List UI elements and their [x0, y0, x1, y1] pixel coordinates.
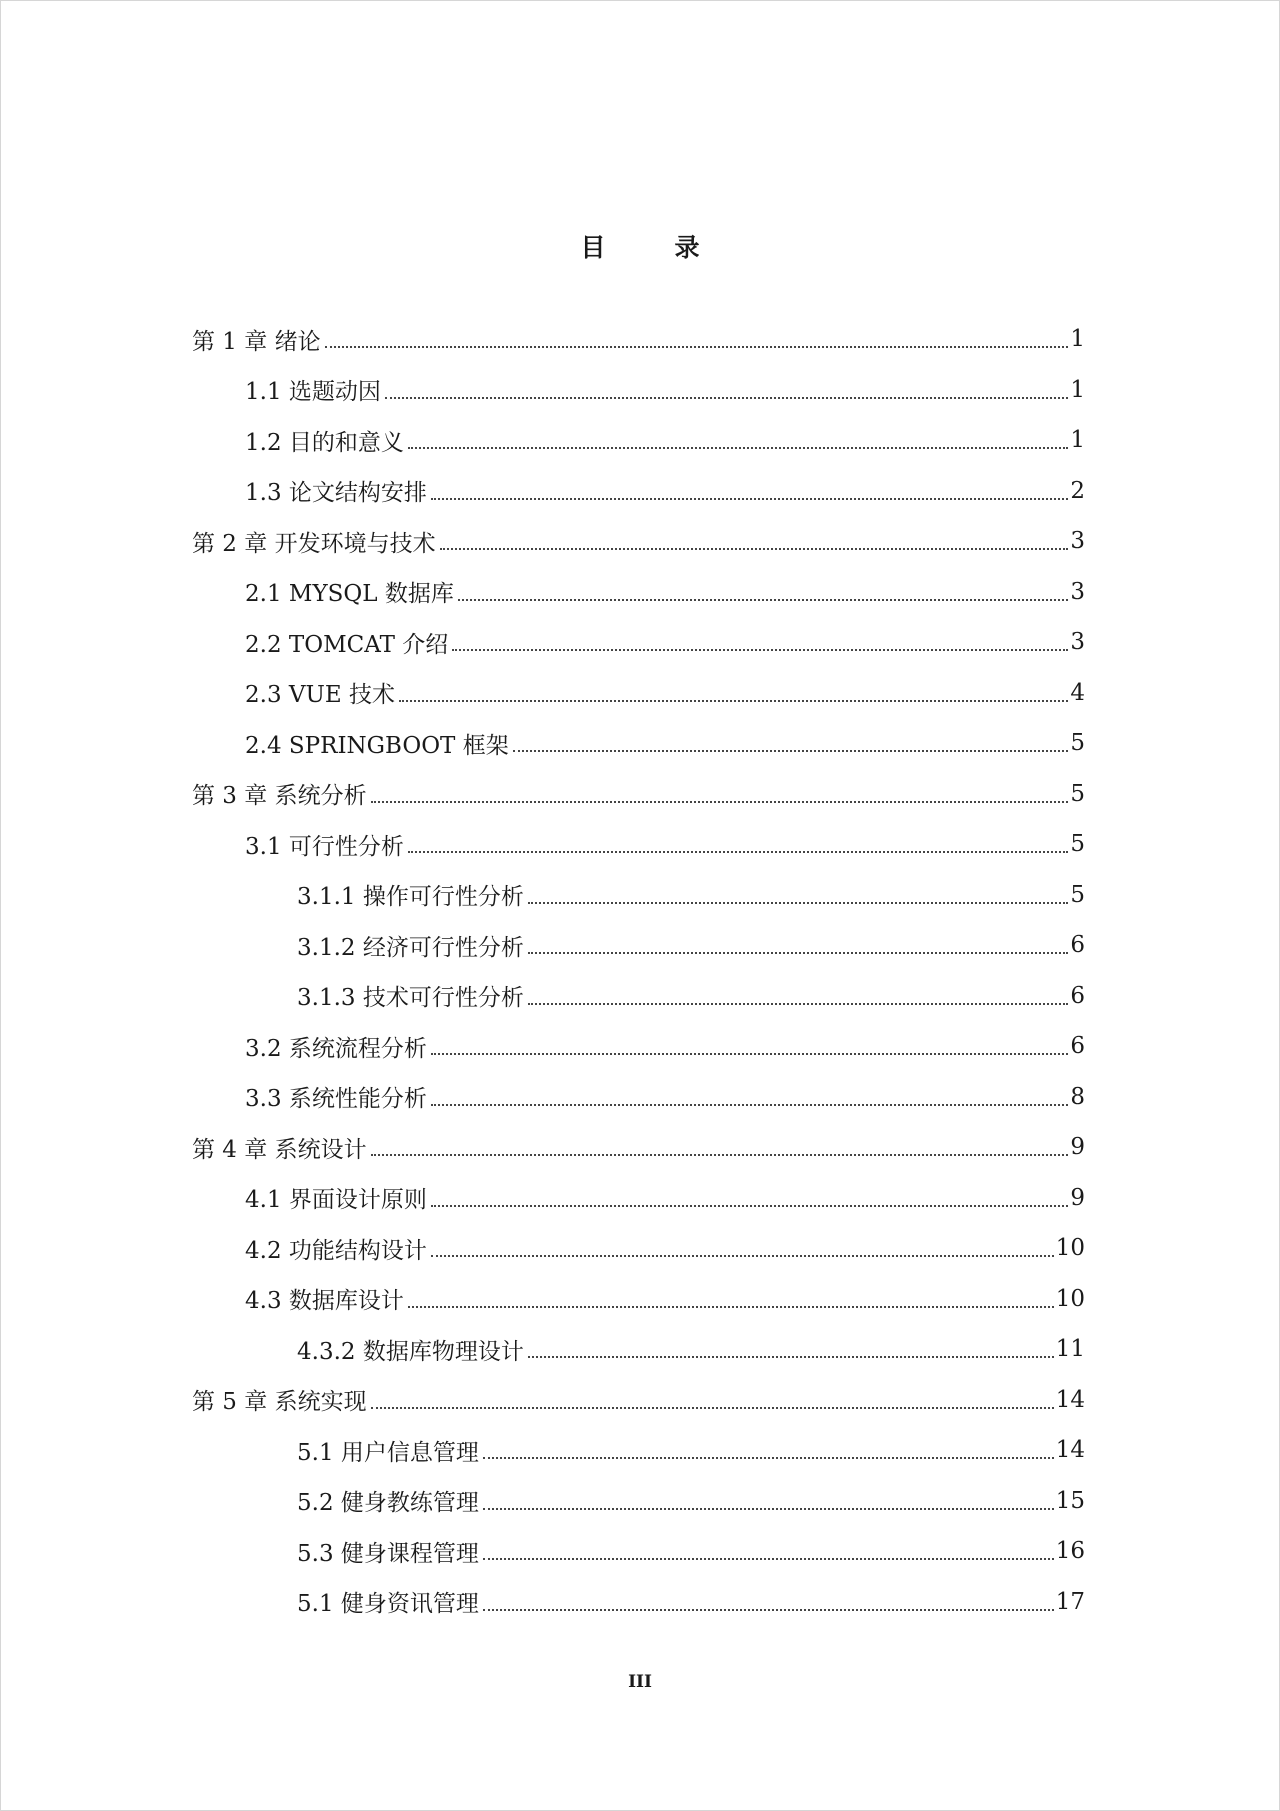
toc-entry-label: 2.2 TOMCAT 介绍 [245, 631, 449, 658]
toc-dot-leader [431, 498, 1068, 500]
toc-dot-leader [431, 1255, 1054, 1257]
toc-dot-leader [528, 952, 1069, 954]
toc-entry-page: 6 [1070, 932, 1085, 959]
toc-entry[interactable] [192, 516, 1085, 567]
toc-dot-leader [483, 1558, 1054, 1560]
toc-entry-page: 9 [1070, 1134, 1085, 1161]
toc-entry[interactable] [192, 870, 1085, 921]
toc-entry-label: 1.1 选题动因 [245, 379, 381, 406]
toc-entry-label: 3.3 系统性能分析 [245, 1086, 427, 1113]
toc-dot-leader [371, 1407, 1054, 1409]
table-of-contents [192, 314, 1085, 1627]
toc-dot-leader [440, 548, 1069, 550]
toc-entry[interactable] [192, 1324, 1085, 1375]
toc-entry-page: 16 [1055, 1538, 1085, 1565]
toc-entry-page: 11 [1055, 1336, 1085, 1363]
toc-entry-page: 6 [1070, 1033, 1085, 1060]
toc-entry-page: 1 [1070, 376, 1085, 403]
toc-entry-page: 5 [1070, 780, 1085, 807]
toc-entry-page: 8 [1070, 1083, 1085, 1110]
toc-entry-label: 4.2 功能结构设计 [245, 1237, 427, 1264]
toc-dot-leader [513, 750, 1069, 752]
toc-entry-label: 第 5 章 系统实现 [192, 1389, 367, 1416]
toc-entry-label: 2.1 MYSQL 数据库 [245, 581, 454, 608]
toc-entry-label: 5.1 用户信息管理 [297, 1439, 479, 1466]
toc-entry-label: 3.2 系统流程分析 [245, 1035, 427, 1062]
toc-entry-label: 5.2 健身教练管理 [297, 1490, 479, 1517]
toc-entry[interactable] [192, 1223, 1085, 1274]
toc-entry[interactable] [192, 567, 1085, 618]
toc-entry-label: 第 3 章 系统分析 [192, 783, 367, 810]
toc-dot-leader [528, 1003, 1069, 1005]
toc-entry-label: 2.4 SPRINGBOOT 框架 [245, 732, 509, 759]
toc-entry[interactable] [192, 1526, 1085, 1577]
toc-entry-label: 2.3 VUE 技术 [245, 682, 395, 709]
toc-entry[interactable] [192, 466, 1085, 517]
toc-dot-leader [528, 902, 1069, 904]
toc-dot-leader [431, 1053, 1068, 1055]
toc-entry-label: 第 4 章 系统设计 [192, 1136, 367, 1163]
toc-dot-leader [408, 1306, 1054, 1308]
toc-entry-label: 1.3 论文结构安排 [245, 480, 427, 507]
toc-entry-page: 6 [1070, 982, 1085, 1009]
toc-entry-page: 3 [1070, 578, 1085, 605]
toc-entry-label: 4.1 界面设计原则 [245, 1187, 427, 1214]
toc-entry-page: 14 [1055, 1437, 1085, 1464]
toc-entry-page: 14 [1055, 1386, 1085, 1413]
toc-dot-leader [371, 1154, 1069, 1156]
toc-entry[interactable] [192, 1072, 1085, 1123]
toc-entry[interactable] [192, 1425, 1085, 1476]
toc-entry[interactable] [192, 1173, 1085, 1224]
toc-entry-page: 15 [1055, 1487, 1085, 1514]
toc-title: 目 录 [580, 233, 722, 262]
toc-entry-page: 3 [1070, 528, 1085, 555]
toc-dot-leader [452, 649, 1068, 651]
toc-entry-label: 4.3 数据库设计 [245, 1288, 404, 1315]
toc-dot-leader [325, 346, 1069, 348]
toc-dot-leader [483, 1457, 1054, 1459]
toc-entry[interactable] [192, 365, 1085, 416]
toc-dot-leader [483, 1609, 1054, 1611]
toc-dot-leader [408, 851, 1068, 853]
toc-dot-leader [408, 447, 1068, 449]
toc-entry-page: 5 [1070, 730, 1085, 757]
toc-entry-label: 3.1.3 技术可行性分析 [297, 985, 524, 1012]
toc-entry-page: 1 [1070, 326, 1085, 353]
toc-entry-page: 10 [1055, 1235, 1085, 1262]
toc-entry-label: 第 1 章 绪论 [192, 328, 321, 355]
toc-entry-label: 5.3 健身课程管理 [297, 1540, 479, 1567]
toc-dot-leader [399, 700, 1068, 702]
toc-entry[interactable] [192, 1122, 1085, 1173]
toc-entry[interactable] [192, 415, 1085, 466]
toc-dot-leader [483, 1508, 1054, 1510]
toc-entry-page: 5 [1070, 881, 1085, 908]
toc-entry[interactable] [192, 1375, 1085, 1426]
toc-entry-label: 1.2 目的和意义 [245, 429, 404, 456]
toc-entry[interactable] [192, 920, 1085, 971]
toc-entry-page: 9 [1070, 1184, 1085, 1211]
toc-entry[interactable] [192, 769, 1085, 820]
toc-entry[interactable] [192, 1274, 1085, 1325]
toc-dot-leader [528, 1356, 1054, 1358]
toc-dot-leader [458, 599, 1069, 601]
toc-entry-label: 3.1.1 操作可行性分析 [297, 884, 524, 911]
toc-entry-page: 3 [1070, 629, 1085, 656]
toc-entry-label: 3.1.2 经济可行性分析 [297, 934, 524, 961]
toc-entry[interactable] [192, 668, 1085, 719]
toc-dot-leader [431, 1205, 1068, 1207]
toc-entry[interactable] [192, 819, 1085, 870]
toc-entry-label: 第 2 章 开发环境与技术 [192, 530, 436, 557]
page-number: III [628, 1672, 652, 1692]
toc-entry[interactable] [192, 1577, 1085, 1628]
toc-entry-page: 4 [1070, 679, 1085, 706]
toc-entry[interactable] [192, 1021, 1085, 1072]
toc-entry[interactable] [192, 971, 1085, 1022]
toc-entry-label: 5.1 健身资讯管理 [297, 1591, 479, 1618]
toc-dot-leader [385, 397, 1068, 399]
toc-dot-leader [431, 1104, 1068, 1106]
toc-entry-page: 10 [1055, 1285, 1085, 1312]
toc-entry-label: 4.3.2 数据库物理设计 [297, 1338, 524, 1365]
toc-entry[interactable] [192, 617, 1085, 668]
toc-entry[interactable] [192, 1476, 1085, 1527]
toc-entry[interactable] [192, 314, 1085, 365]
toc-entry-label: 3.1 可行性分析 [245, 833, 404, 860]
toc-entry-page: 1 [1070, 427, 1085, 454]
toc-entry[interactable] [192, 718, 1085, 769]
toc-entry-page: 2 [1070, 477, 1085, 504]
toc-dot-leader [371, 801, 1069, 803]
toc-entry-page: 17 [1055, 1588, 1085, 1615]
toc-entry-page: 5 [1070, 831, 1085, 858]
